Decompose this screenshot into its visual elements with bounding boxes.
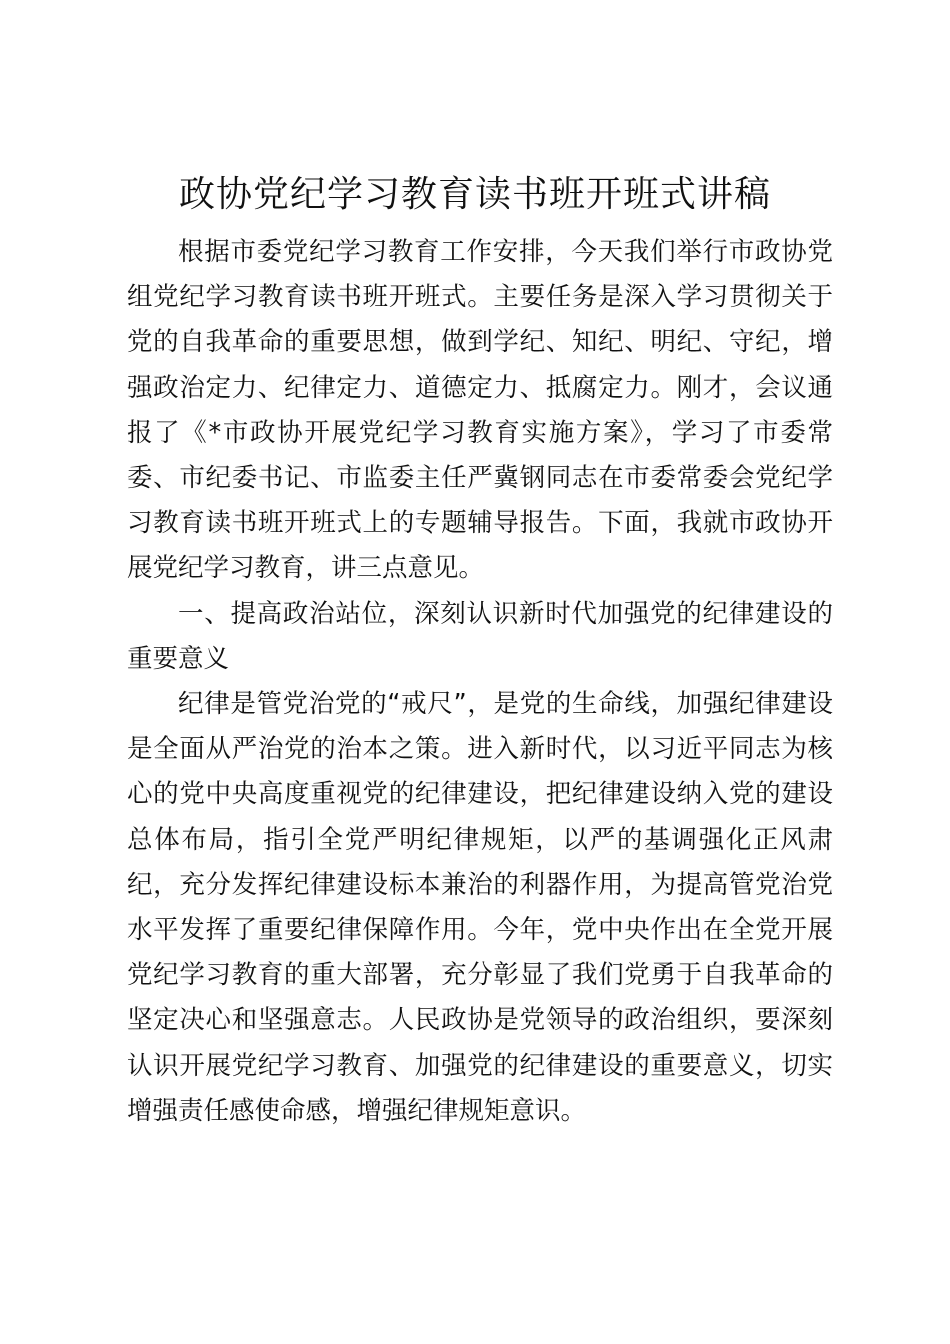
section-heading-1: 一、提高政治站位，深刻认识新时代加强党的纪律建设的重要意义 — [127, 598, 833, 674]
document-body — [127, 230, 833, 1134]
paragraph-intro: 根据市委党纪学习教育工作安排，今天我们举行市政协党组党纪学习教育读书班开班式。主要任务是深入学习贯彻关于党的自我革命的重要思想，做到学纪、知纪、明纪、守纪，增强政治定力、纪律定力、道德定力、抵腐定力。刚才，会议通报了《*市政协开展党纪学习教育实施方案》，学习了市委常委、市纪委书记、市监委主任严冀钢同志在市委常委会党纪学习教育读书班开班式上的专题辅导报告。下面，我就市政协开展党纪学习教育，讲三点意见。 — [127, 237, 833, 584]
document-title: 政协党纪学习教育读书班开班式讲稿 — [178, 174, 771, 215]
paragraph-section-1: 纪律是管党治党的“戒尺”，是党的生命线，加强纪律建设是全面从严治党的治本之策。进入新时代，以习近平同志为核心的党中央高度重视党的纪律建设，把纪律建设纳入党的建设总体布局，指引全党严明纪律规矩，以严的基调强化正风肃纪，充分发挥纪律建设标本兼治的利器作用，为提高管党治党水平发挥了重要纪律保障作用。今年，党中央作出在全党开展党纪学习教育的重大部署，充分彰显了我们党勇于自我革命的坚定决心和坚强意志。人民政协是党领导的政治组织，要深刻认识开展党纪学习教育、加强党的纪律建设的重要意义，切实增强责任感使命感，增强纪律规矩意识。 — [127, 689, 833, 1126]
